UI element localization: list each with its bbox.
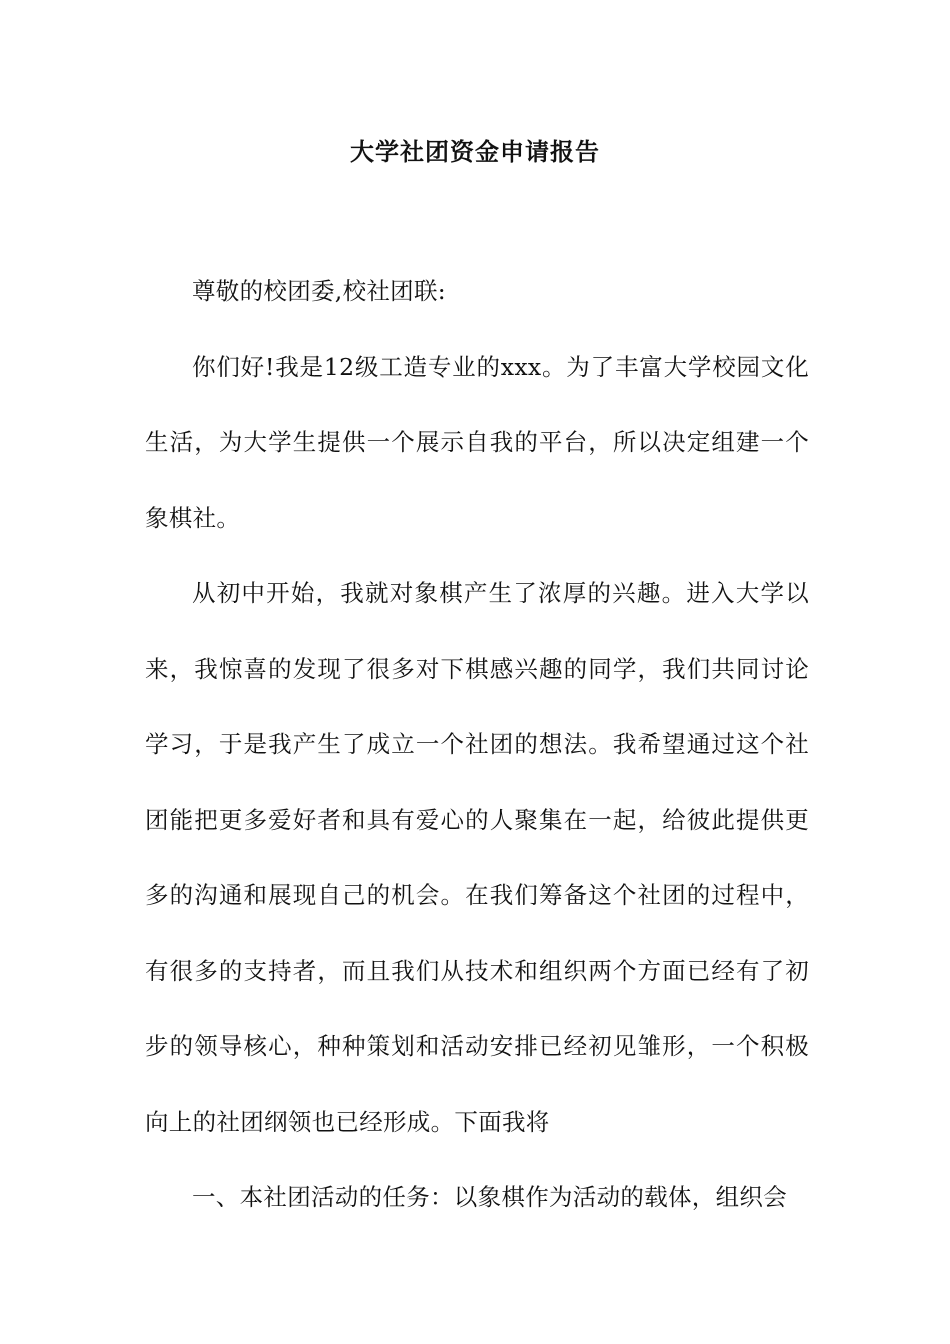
background-paragraph: 从初中开始，我就对象棋产生了浓厚的兴趣。进入大学以来，我惊喜的发现了很多对下棋感兴趣的同学，我们共同讨论学习，于是我产生了成立一个社团的想法。我希望通过这个社团能把更多爱好者和具有爱心的人聚集在一起，给彼此提供更多的沟通和展现自己的机会。在我们筹备这个社团的过程中，有很多的支持者，而且我们从技术和组织两个方面已经有了初步的领导核心，种种策划和活动安排已经初见雏形，一个积极向上的社团纲领也已经形成。下面我将: [145, 579, 809, 1136]
document-body: [145, 254, 809, 1236]
salutation-paragraph: 尊敬的校团委,校社团联:: [192, 277, 446, 305]
task-paragraph: 一、本社团活动的任务：以象棋作为活动的载体，组织会: [192, 1183, 787, 1211]
document-title: 大学社团资金申请报告: [350, 138, 600, 166]
intro-paragraph: 你们好!我是12级工造专业的xxx。为了丰富大学校园文化生活，为大学生提供一个展示自我的平台，所以决定组建一个象棋社。: [145, 352, 809, 532]
